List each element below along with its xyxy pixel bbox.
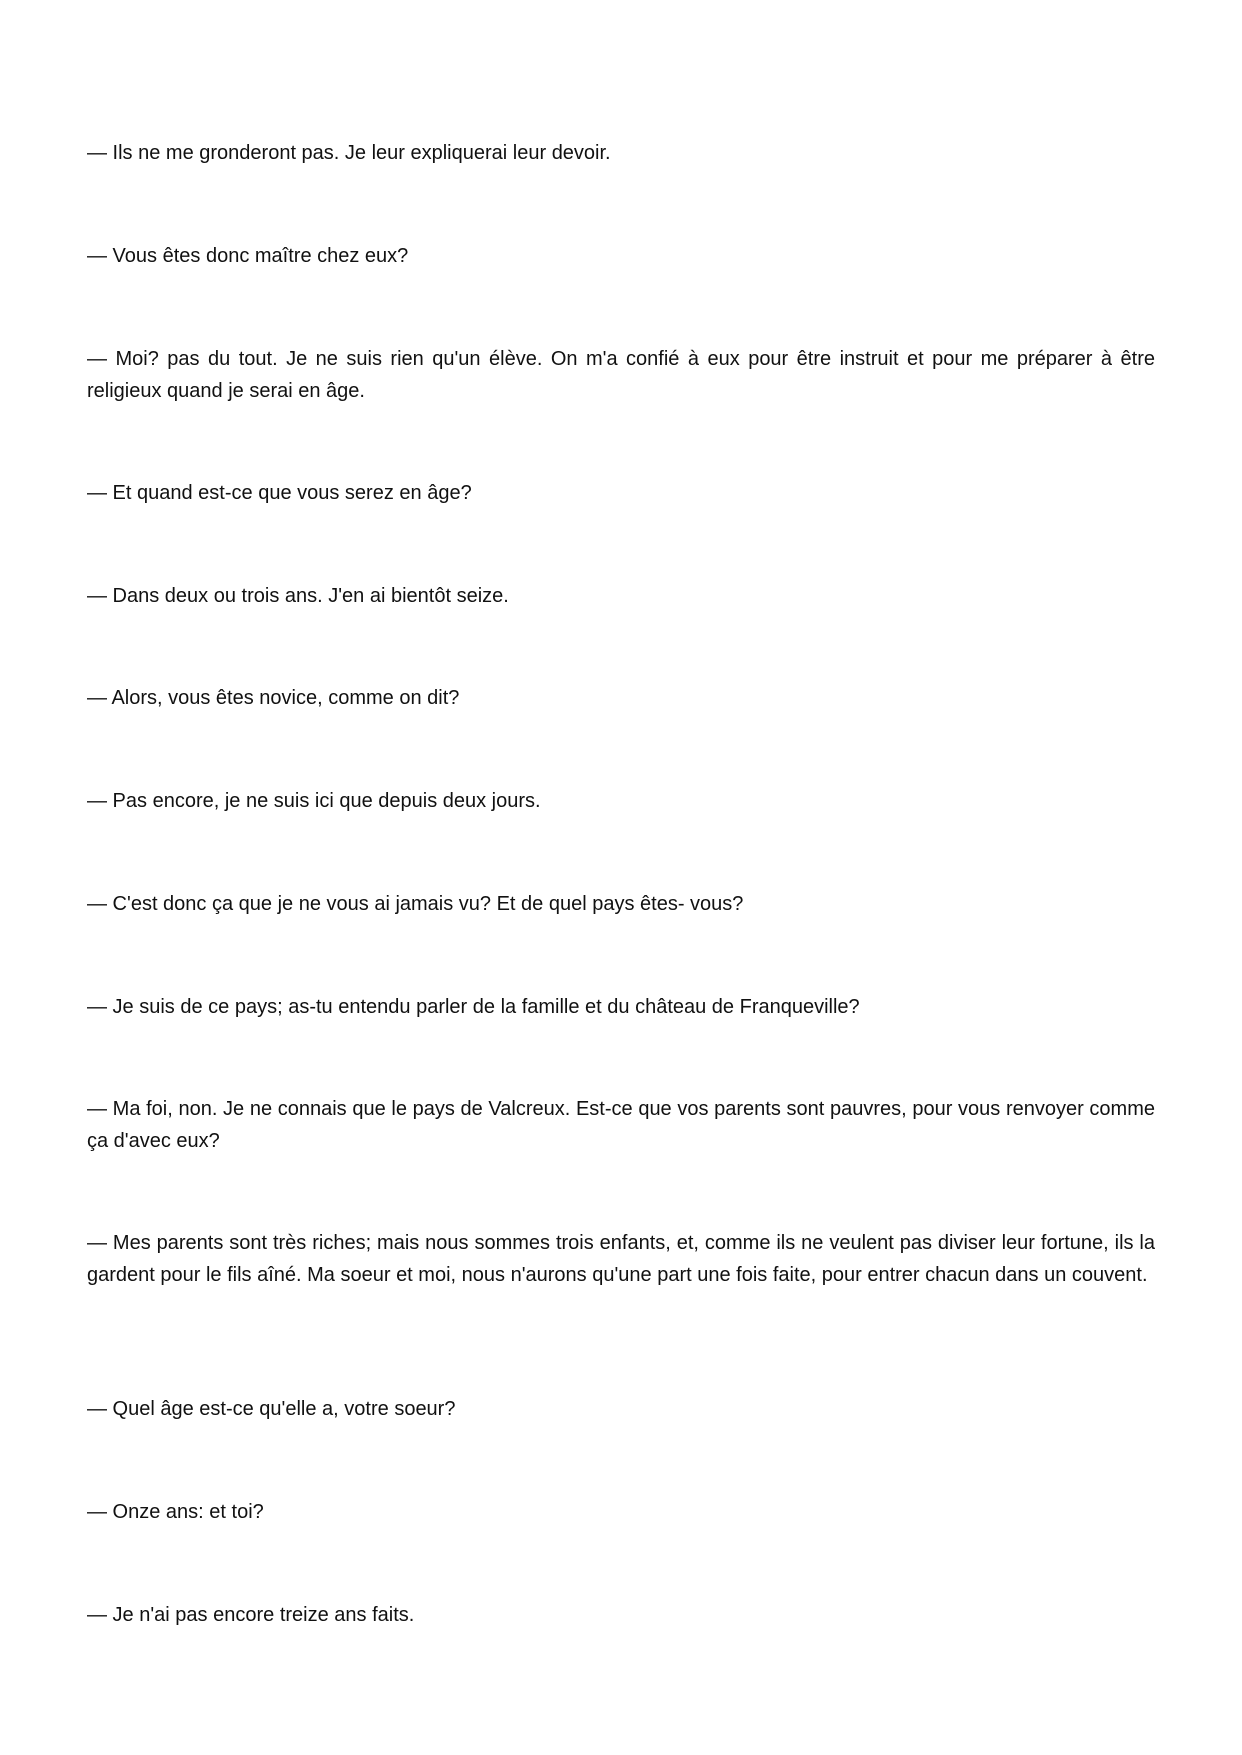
paragraph-14: — Je n'ai pas encore treize ans faits. [87,1604,415,1626]
paragraph-5: — Dans deux ou trois ans. J'en ai bientôt seize. [87,585,509,607]
paragraph-11: — Mes parents sont très riches; mais nous sommes trois enfants, et, comme ils ne veulent pas diviser leur fortune, ils la gardent pour le fils aîné. Ma soeur et moi, nous n'aurons qu'une part une fois faite, pour entrer chacun dans un couvent. [87,1232,1155,1286]
paragraph-1: — Ils ne me gronderont pas. Je leur expliquerai leur devoir. [87,142,611,164]
paragraph-9: — Je suis de ce pays; as-tu entendu parler de la famille et du château de Franqueville? [87,996,860,1018]
paragraph-10: — Ma foi, non. Je ne connais que le pays de Valcreux. Est-ce que vos parents sont pauvres, pour vous renvoyer comme ça d'avec eux? [87,1098,1155,1152]
paragraph-12: — Quel âge est-ce qu'elle a, votre soeur? [87,1398,456,1420]
paragraph-3: — Moi? pas du tout. Je ne suis rien qu'un élève. On m'a confié à eux pour être instruit et pour me préparer à être religieux quand je serai en âge. [87,348,1155,402]
paragraph-13: — Onze ans: et toi? [87,1501,264,1523]
paragraph-7: — Pas encore, je ne suis ici que depuis deux jours. [87,790,541,812]
paragraph-8: — C'est donc ça que je ne vous ai jamais vu? Et de quel pays êtes- vous? [87,893,744,915]
paragraph-2: — Vous êtes donc maître chez eux? [87,245,409,267]
paragraph-6: — Alors, vous êtes novice, comme on dit? [87,687,460,709]
paragraph-4: — Et quand est-ce que vous serez en âge? [87,482,472,504]
